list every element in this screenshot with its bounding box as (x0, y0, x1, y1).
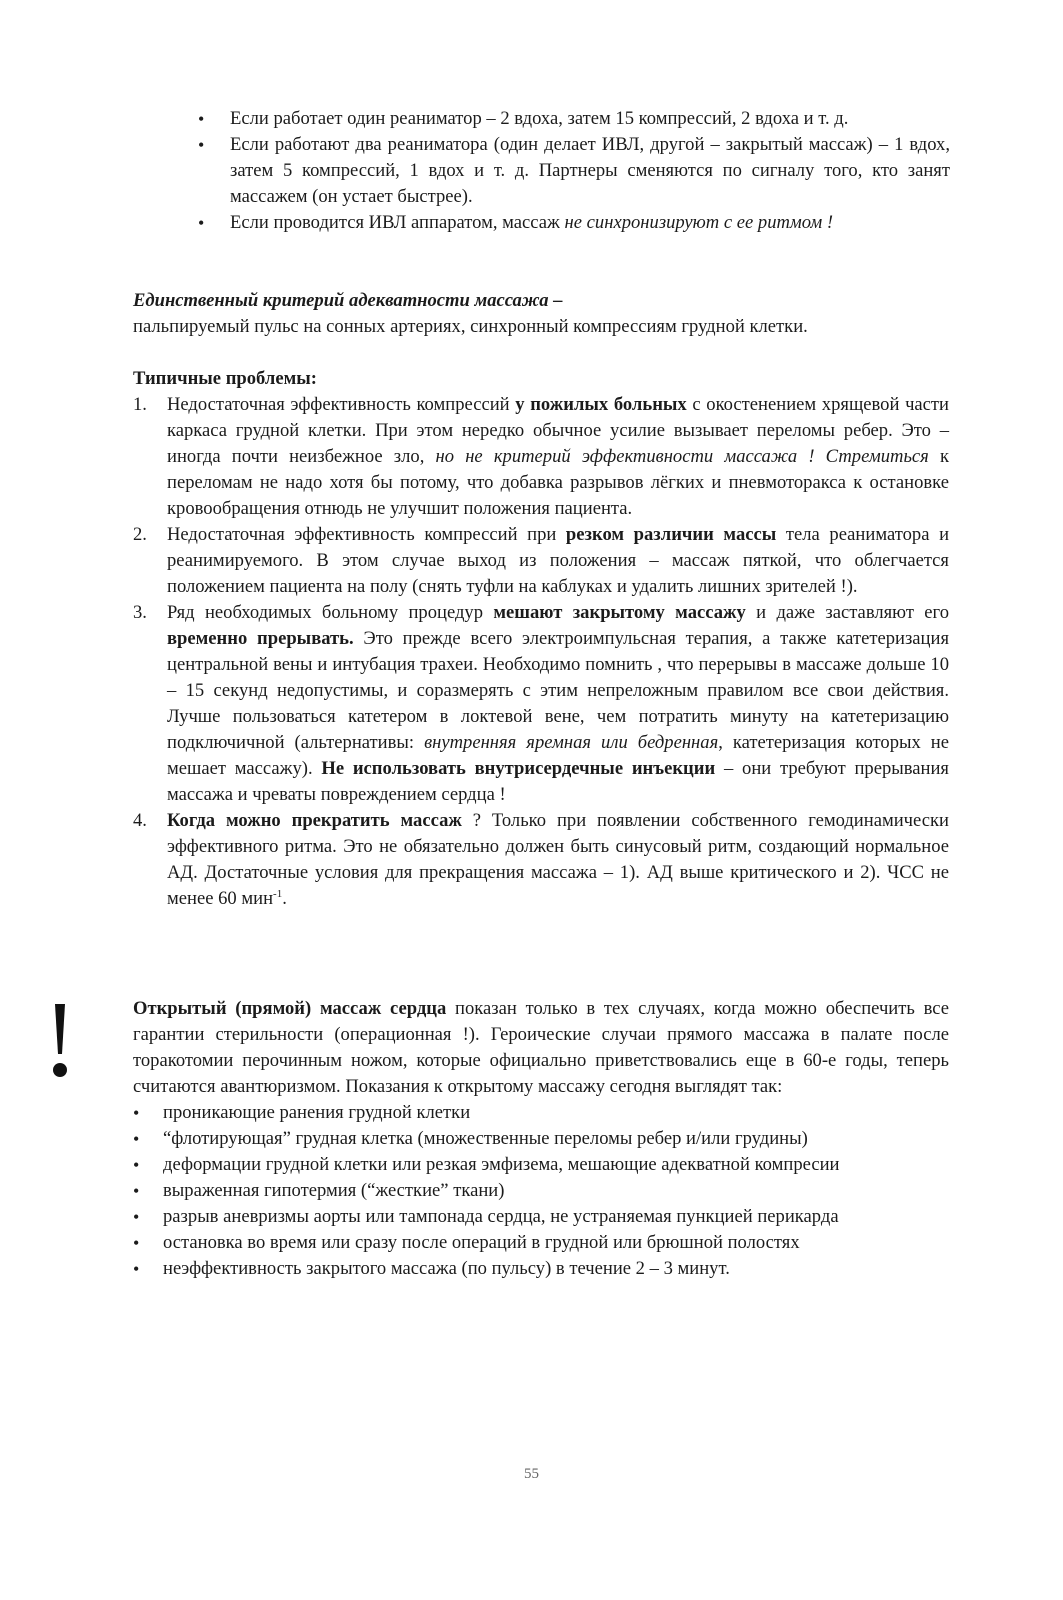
problems-section (133, 366, 949, 912)
list-item: • выраженная гипотермия (“жесткие” ткани) (163, 1178, 949, 1204)
list-item: • неэффективность закрытого массажа (по пульсу) в течение 2 – 3 минут. (163, 1256, 949, 1282)
problems-heading: Типичные проблемы: (133, 368, 317, 389)
open-massage-paragraph: Открытый (прямой) массаж сердца показан только в тех случаях, когда можно обеспечить все гарантии стерильности (операционная !). Героические случаи прямого массажа в палате после торакотомии перочинным ножом, которые официально приветствовались еще в 60-е годы, теперь считаются авантюризмом. Показания к открытому массажу сегодня выглядят так: (133, 998, 949, 1097)
list-item: • деформации грудной клетки или резкая эмфизема, мешающие адекватной компресии (163, 1152, 949, 1178)
list-item: • “флотирующая” грудная клетка (множественные переломы ребер и/или грудины) (163, 1126, 949, 1152)
bullet-icon: • (133, 1259, 140, 1279)
problem-item-1: 1. Недостаточная эффективность компрессий у пожилых больных с окостенением хрящевой части каркаса грудной клетки. При этом нередко обычное усилие вызывает переломы ребер. Это – иногда почти неизбежное зло, но не критерий эффективности массажа ! Стремиться к переломам не надо хотя бы потому, что добавка разрывов лёгких и пневмоторакса к остановке кровообращения отнюдь не улучшит положения пациента. (133, 394, 950, 519)
list-item: • остановка во время или сразу после операций в грудной или брюшной полостях (163, 1230, 949, 1256)
criterion-text: пальпируемый пульс на сонных артериях, синхронный компрессиям грудной клетки. (133, 316, 808, 337)
bullet-icon: • (133, 1181, 140, 1201)
bullet-icon: • (198, 213, 205, 233)
page-number: 55 (524, 1466, 539, 1482)
bullet-icon: • (198, 135, 205, 155)
exclamation-mark-icon (50, 1002, 70, 1082)
top-bullet-list (198, 106, 950, 236)
list-item: • Если проводится ИВЛ аппаратом, массаж не синхронизируют с ее ритмом ! (230, 210, 950, 236)
list-item: • разрыв аневризмы аорты или тампонада сердца, не устраняемая пункцией перикарда (163, 1204, 949, 1230)
problem-item-3: 3. Ряд необходимых больному процедур мешают закрытому массажу и даже заставляют его временно прерывать. Это прежде всего электроимпульсная терапия, а также катетеризация центральной вены и интубация трахеи. Необходимо помнить , что перерывы в массаже дольше 10 – 15 секунд недопустимы, и соразмерять с этим непреложным правилом все свои действия. Лучше пользоваться катетером в локтевой вене, чем потратить минуту на катетеризацию подключичной (альтернативы: внутренняя яремная или бедренная, катетеризация которых не мешает массажу). Не использовать внутрисердечные инъекции – они требуют прерывания массажа и чреваты повреждением сердца ! (133, 602, 950, 805)
list-item: • проникающие ранения грудной клетки (163, 1100, 949, 1126)
bullet-icon: • (133, 1103, 140, 1123)
problem-item-2: 2. Недостаточная эффективность компрессий при резком различии массы тела реаниматора и реанимируемого. В этом случае выход из положения – массаж пяткой, что облегчается положением пациента на полу (снять туфли на каблуках и удалить лишних зрителей !). (133, 524, 950, 597)
indications-list (133, 1100, 949, 1282)
list-item: • Если работают два реаниматора (один делает ИВЛ, другой – закрытый массаж) – 1 вдох, затем 5 компрессий, 1 вдох и т. д. Партнеры сменяются по сигналу того, кто занят массажем (он устает быстрее). (198, 134, 950, 207)
bullet-icon: • (133, 1129, 140, 1149)
criterion-heading: Единственный критерий адекватности массажа – (133, 290, 563, 311)
bullet-icon: • (133, 1233, 140, 1253)
bullet-icon: • (133, 1155, 140, 1175)
list-item: • Если работает один реаниматор – 2 вдоха, затем 15 компрессий, 2 вдоха и т. д. (230, 106, 950, 132)
problems-list (133, 392, 949, 912)
criterion-section (133, 288, 949, 340)
open-massage-section (133, 996, 949, 1282)
bullet-icon: • (133, 1207, 140, 1227)
problem-item-4: 4. Когда можно прекратить массаж ? Только при появлении собственного гемодинамически эффективного ритма. Это не обязательно должен быть синусовый ритм, создающий нормальное АД. Достаточные условия для прекращения массажа – 1). АД выше критического и 2). ЧСС не менее 60 мин$^{-1}$. (133, 810, 949, 909)
bullet-icon: • (198, 109, 205, 129)
